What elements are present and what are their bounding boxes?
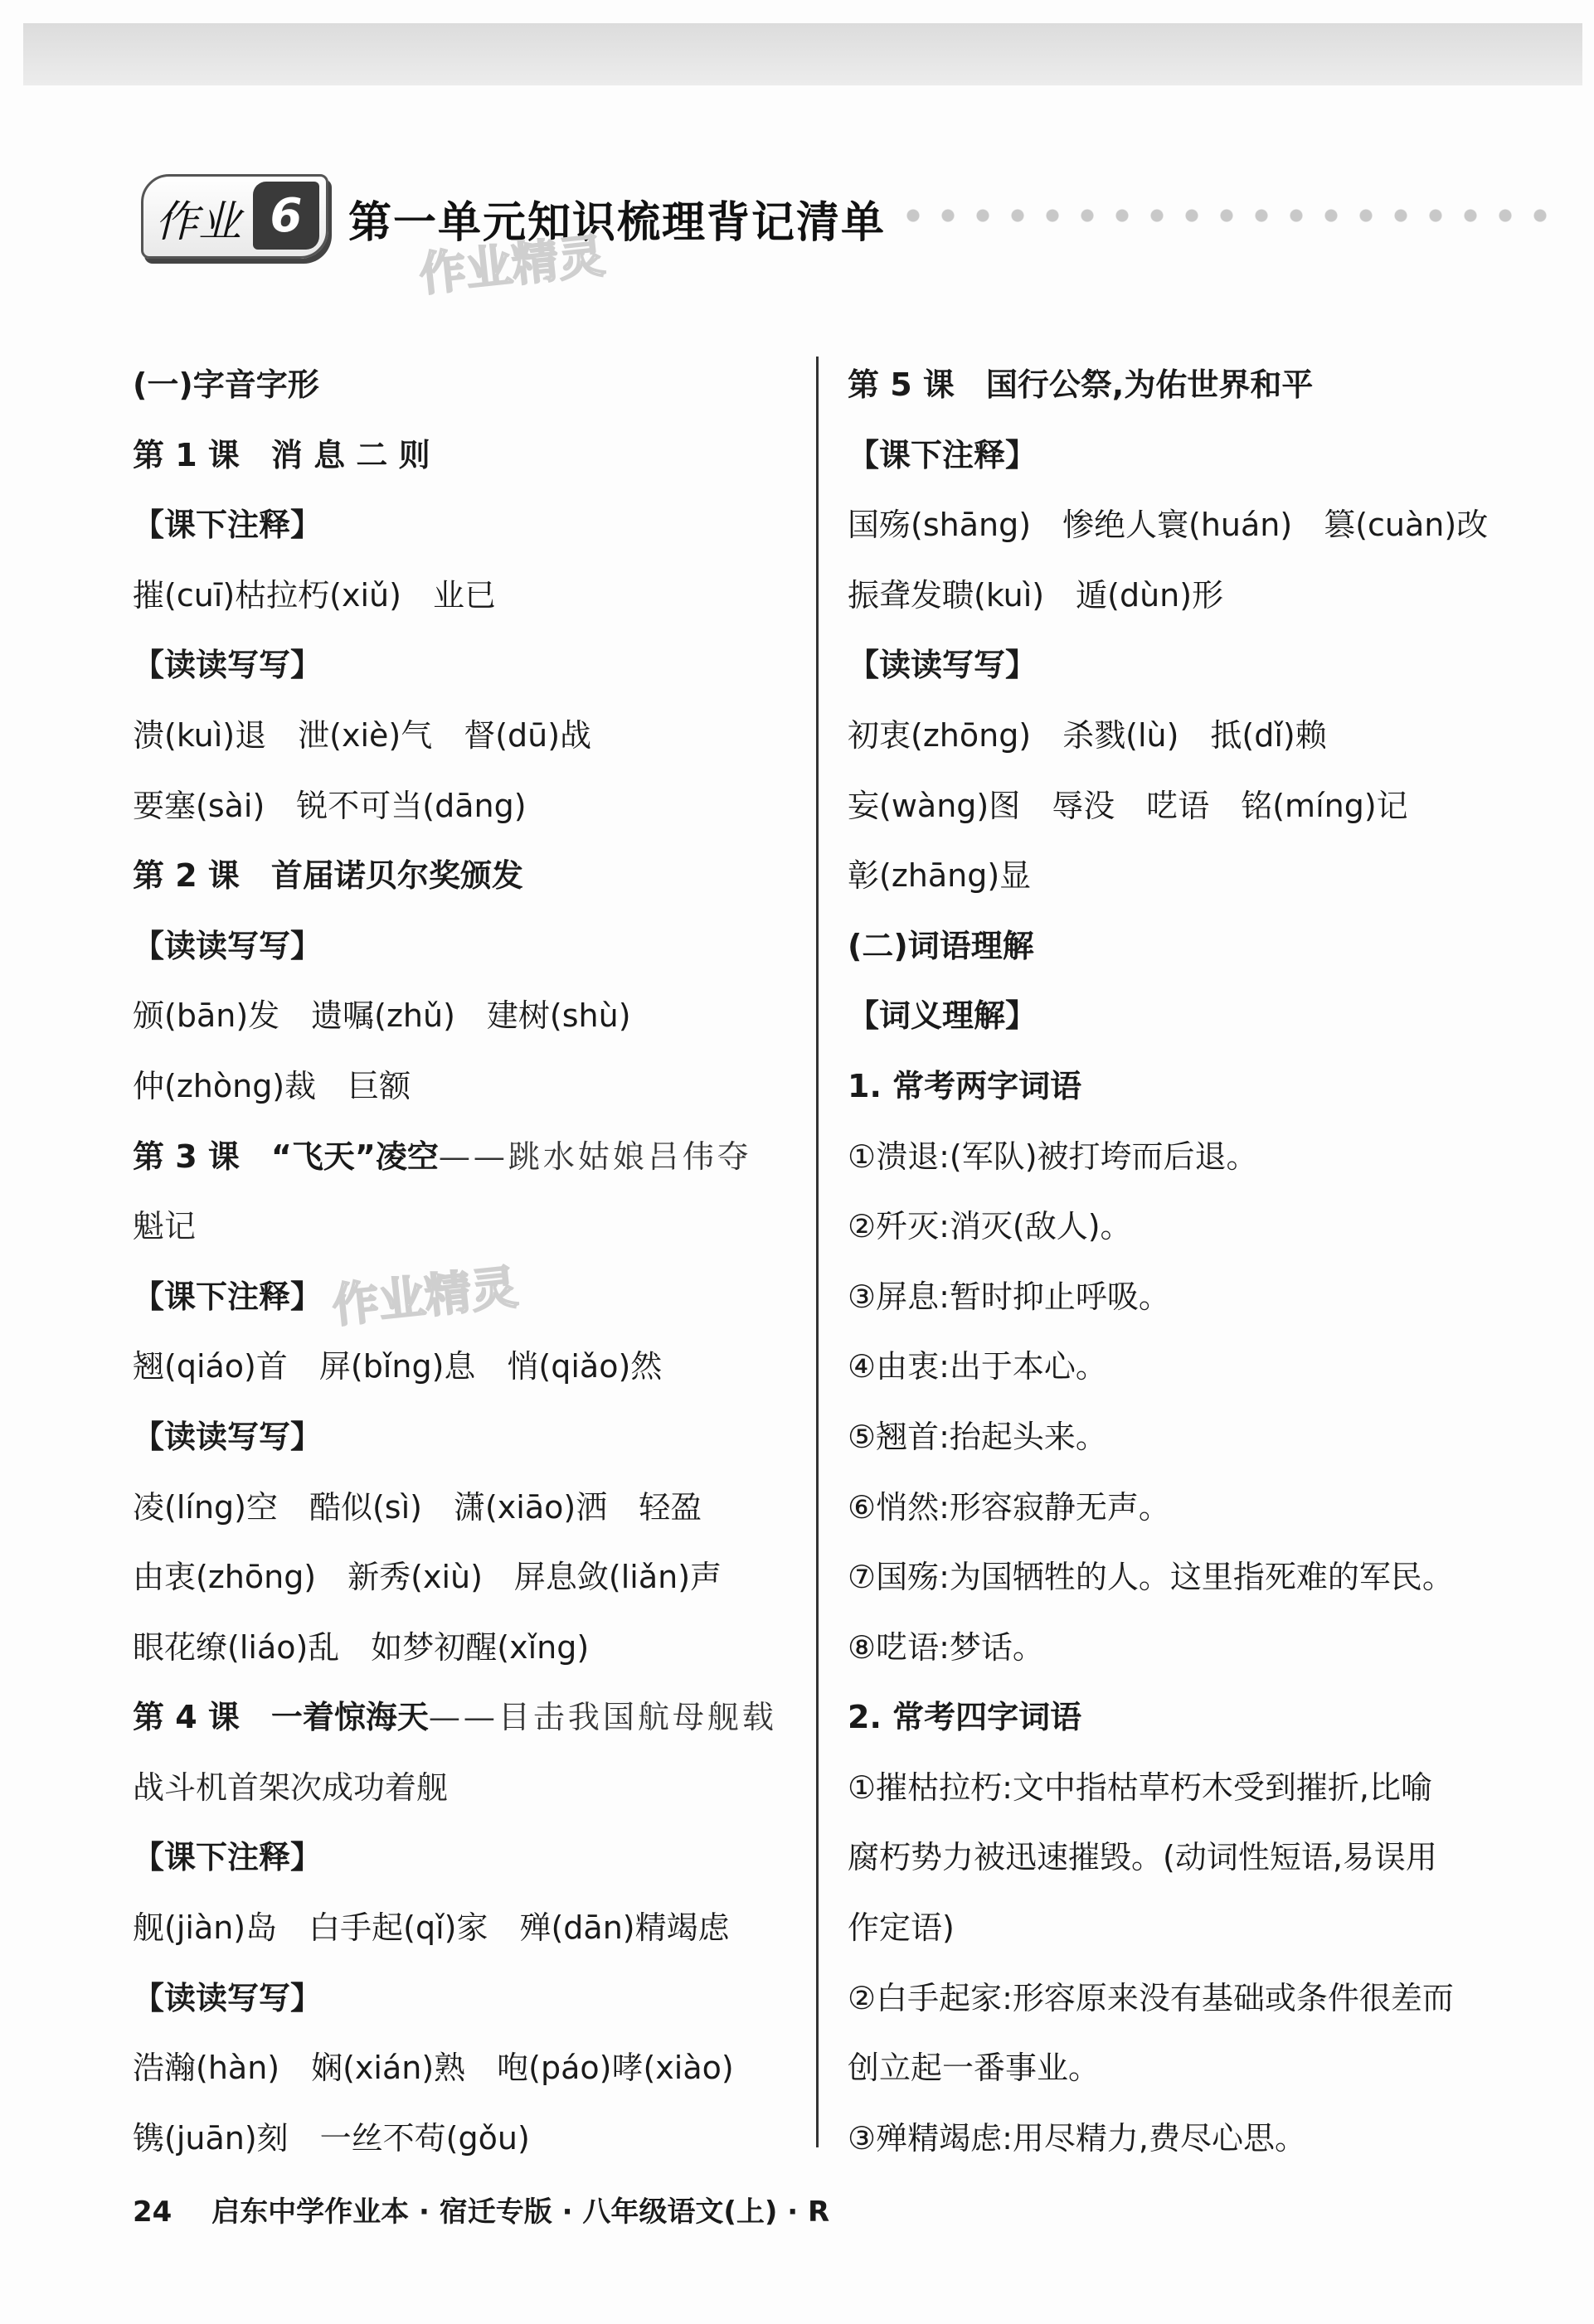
lesson-title-text: 第 2 课 首届诺贝尔奖颁发 [133, 857, 523, 895]
lesson-title [133, 1122, 796, 1192]
assignment-header [141, 174, 1567, 257]
lesson-subtitle: ——跳水姑娘吕伟夺 [438, 1138, 752, 1175]
lesson-subtitle: ——目击我国航母舰载 [428, 1699, 777, 1736]
lesson-title [848, 350, 1528, 420]
dotted-decoration [896, 209, 1567, 222]
content-line: 要塞(sài) 锐不可当(dāng) [133, 787, 527, 824]
content-line: ③屏息:暂时抑止呼吸。 [848, 1278, 1170, 1315]
content-line: 翘(qiáo)首 屏(bǐng)息 悄(qiǎo)然 [133, 1348, 663, 1385]
lesson-title [133, 1682, 796, 1753]
content-line: ⑧呓语:梦话。 [848, 1628, 1044, 1666]
lesson-title [133, 841, 796, 911]
content-line: ④由衷:出于本心。 [848, 1348, 1107, 1385]
content-line: ⑦国殇:为国牺牲的人。这里指死难的军民。 [848, 1559, 1454, 1596]
content-line: 摧(cuī)枯拉朽(xiǔ) 业已 [133, 576, 496, 614]
content-line: 浩瀚(hàn) 娴(xián)熟 咆(páo)哮(xiào) [133, 2050, 734, 2087]
section-heading: 【读读写写】 [848, 647, 1038, 684]
section-heading: (一)字音字形 [133, 366, 319, 403]
lesson-title [133, 420, 796, 491]
badge-label: 作业 [155, 197, 242, 247]
content-line: 作定语) [848, 1909, 955, 1947]
left-column [133, 350, 796, 2173]
content-line: ②歼灭:消灭(敌人)。 [848, 1208, 1132, 1245]
content-line: 颁(bān)发 遗嘱(zhǔ) 建树(shù) [133, 997, 631, 1035]
content-line: ⑤翘首:抬起头来。 [848, 1418, 1107, 1455]
lesson-title-text: 第 1 课 消 息 二 则 [133, 436, 430, 473]
content-line: 溃(kuì)退 泄(xiè)气 督(dū)战 [133, 716, 592, 754]
lesson-subtitle-continued: 战斗机首架次成功着舰 [133, 1768, 449, 1806]
top-gray-band [23, 23, 1582, 85]
content-line: 妄(wàng)图 辱没 呓语 铭(míng)记 [848, 787, 1408, 824]
content-line: 振聋发聩(kuì) 遁(dùn)形 [848, 576, 1224, 614]
section-heading: 【课下注释】 [133, 1278, 323, 1315]
content-line: 创立起一番事业。 [848, 2050, 1101, 2087]
page-number: 24 [133, 2195, 173, 2229]
section-heading: 【读读写写】 [133, 1418, 323, 1455]
content-line: 腐朽势力被迅速摧毁。(动词性短语,易误用 [848, 1839, 1437, 1876]
content-line: 镌(juān)刻 一丝不苟(gǒu) [133, 2119, 530, 2157]
section-heading: (二)词语理解 [848, 927, 1034, 964]
section-heading: 2. 常考四字词语 [848, 1699, 1082, 1736]
content-line: 由衷(zhōng) 新秀(xiù) 屏息敛(liǎn)声 [133, 1559, 722, 1596]
content-line: 凌(líng)空 酷似(sì) 潇(xiāo)洒 轻盈 [133, 1488, 702, 1526]
watermark-middle: 作业精灵 [329, 1260, 521, 1334]
lesson-title-text: 第 3 课 “飞天”凌空 [133, 1138, 439, 1175]
badge-number: 6 [253, 182, 319, 250]
content-line: 国殇(shāng) 惨绝人寰(huán) 篡(cuàn)改 [848, 507, 1489, 544]
section-heading: 【读读写写】 [133, 647, 323, 684]
lesson-title-text: 第 5 课 国行公祭,为佑世界和平 [848, 366, 1314, 403]
section-heading: 【读读写写】 [133, 1979, 323, 2016]
content-line: 彰(zhāng)显 [848, 857, 1032, 895]
page-footer [133, 2189, 829, 2229]
right-column [848, 350, 1528, 2173]
content-line: 舰(jiàn)岛 白手起(qǐ)家 殚(dān)精竭虑 [133, 1909, 730, 1947]
content-line: ①摧枯拉朽:文中指枯草朽木受到摧折,比喻 [848, 1768, 1432, 1806]
section-heading: 【课下注释】 [133, 507, 323, 544]
lesson-subtitle-continued: 魁记 [133, 1208, 197, 1245]
page-title: 第一单元知识梳理背记清单 [348, 198, 887, 248]
section-heading: 【课下注释】 [133, 1839, 323, 1876]
section-heading: 1. 常考两字词语 [848, 1067, 1082, 1104]
column-divider [816, 357, 819, 2147]
content-line: 仲(zhòng)裁 巨额 [133, 1067, 411, 1104]
content-line: 眼花缭(liáo)乱 如梦初醒(xǐng) [133, 1628, 590, 1666]
footer-text: 启东中学作业本 · 宿迁专版 · 八年级语文(上) · R [211, 2195, 830, 2229]
content-line: ⑥悄然:形容寂静无声。 [848, 1488, 1170, 1526]
section-heading: 【词义理解】 [848, 997, 1038, 1035]
watermark-top: 作业精灵 [416, 229, 608, 303]
section-heading: 【读读写写】 [133, 927, 323, 964]
lesson-title-text: 第 4 课 一着惊海天 [133, 1699, 429, 1736]
content-line: 初衷(zhōng) 杀戮(lù) 抵(dǐ)赖 [848, 716, 1327, 754]
content-line: ③殚精竭虑:用尽精力,费尽心思。 [848, 2119, 1306, 2157]
content-line: ②白手起家:形容原来没有基础或条件很差而 [848, 1979, 1454, 2016]
section-heading: 【课下注释】 [848, 436, 1038, 473]
assignment-badge [141, 174, 328, 259]
content-line: ①溃退:(军队)被打垮而后退。 [848, 1138, 1258, 1175]
